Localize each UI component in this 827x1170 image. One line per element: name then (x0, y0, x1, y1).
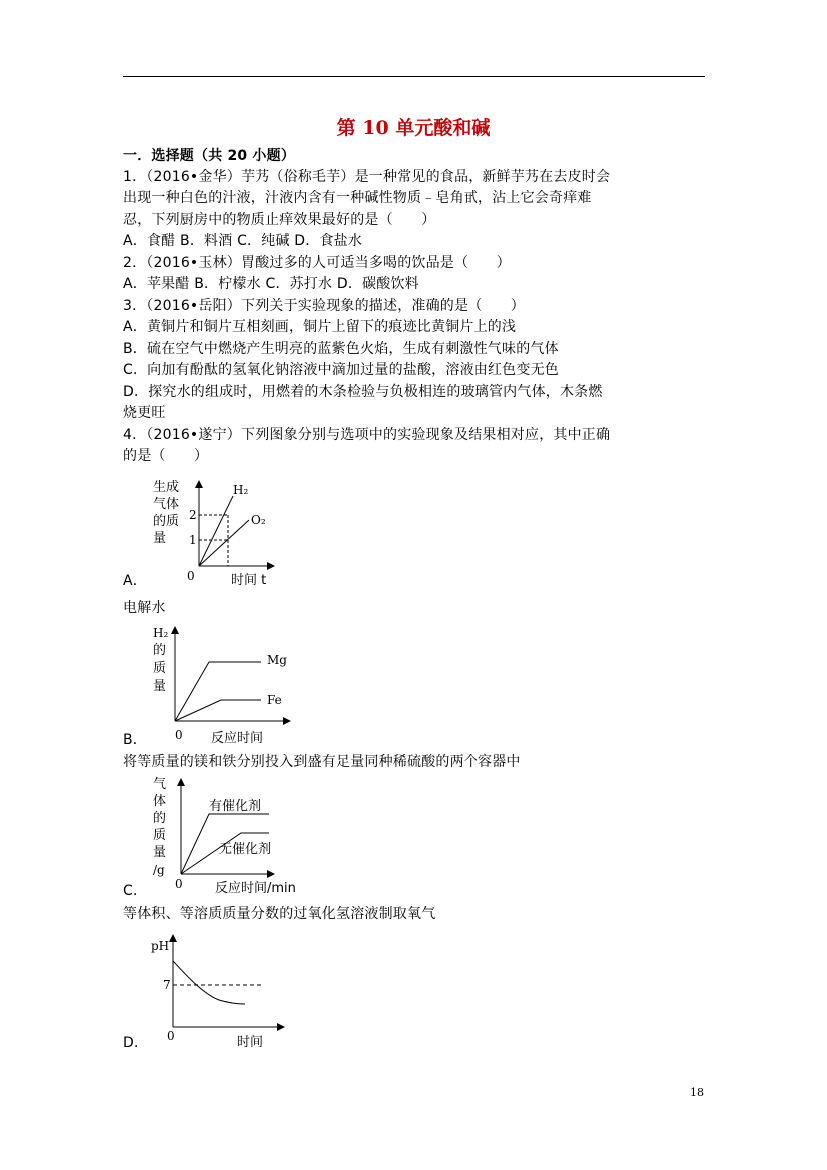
graph-d-xlabel: 时间 (237, 1035, 264, 1050)
text-line: A．苹果醋 B．柠檬水 C．苏打水 D．碳酸饮料 (123, 276, 419, 292)
graph-a-ytick: 2 (189, 508, 197, 522)
text-line: 忍，下列厨房中的物质止痒效果最好的是（ ） (123, 212, 436, 228)
graph-b-series-label: Fe (267, 693, 282, 707)
graph-b-ylabel: 量 (153, 679, 167, 694)
graph-b-xlabel: 反应时间 (211, 731, 264, 746)
graph-c-series-label: 有催化剂 (209, 799, 262, 814)
text-line: A．食醋 B．料酒 C．纯碱 D．食盐水 (123, 233, 363, 249)
page-number: 18 (690, 1086, 704, 1099)
graph-b-series-label: Mg (267, 653, 287, 667)
graph-a-ylabel: 生成 (153, 480, 180, 495)
graph-a (123, 476, 293, 591)
graph-a-ylabel: 气体 (153, 497, 180, 512)
graph-a-ylabel: 量 (153, 531, 167, 546)
text-line: 出现一种白色的汁液，汁液内含有一种碱性物质﹣皂角甙，沾上它会奇痒难 (123, 190, 592, 206)
graph-a-xlabel: 时间 t (231, 573, 267, 588)
text-line: 烧更旺 (123, 405, 166, 421)
option-b-caption: 将等质量的镁和铁分别投入到盛有足量同种稀硫酸的两个容器中 (123, 754, 521, 770)
header-rule (123, 76, 705, 77)
graph-a-ytick: 1 (189, 533, 197, 547)
graph-c-ylabel: 体 (153, 794, 167, 809)
text-line: D．探究水的组成时，用燃着的木条检验与负极相连的玻璃管内气体，木条燃 (123, 384, 603, 400)
text-line: C．向加有酚酞的氢氧化钠溶液中滴加过量的盐酸，溶液由红色变无色 (123, 362, 559, 378)
page-title: 第 10 单元酸和碱 (336, 117, 491, 139)
graph-c-xlabel: 反应时间/min (215, 881, 296, 896)
text-line: 1．（2016•金华）芋艿（俗称毛芋）是一种常见的食品，新鲜芋艿在去皮时会 (123, 169, 611, 185)
graph-d-ytick: 7 (163, 978, 171, 992)
graph-a-series-label: H₂ (233, 483, 249, 497)
text-line: 4．（2016•遂宁）下列图象分别与选项中的实验现象及结果相对应，其中正确 (123, 427, 611, 443)
option-b-letter: B． (123, 732, 148, 748)
graph-c-ylabel: 量 (153, 845, 167, 860)
graph-a-ylabel: 的质 (153, 514, 180, 529)
text-line: B．硫在空气中燃烧产生明亮的蓝紫色火焰，生成有刺激性气味的气体 (123, 341, 559, 357)
graph-d (123, 928, 303, 1053)
graph-c-series-label: 无催化剂 (219, 842, 272, 857)
graph-c-ylabel: 的 (153, 811, 167, 826)
graph-c-ylabel: /g (153, 863, 165, 877)
text-line: 的是（ ） (123, 448, 209, 464)
option-c-caption: 等体积、等溶质质量分数的过氧化氢溶液制取氧气 (123, 906, 436, 922)
graph-d-ylabel: pH (151, 939, 170, 953)
graph-a-series-label: O₂ (251, 513, 266, 527)
text-line: A．黄铜片和铜片互相刻画，铜片上留下的痕迹比黄铜片上的浅 (123, 319, 517, 335)
text-line: 2．（2016•玉林）胃酸过多的人可适当多喝的饮品是（ ） (123, 255, 511, 271)
option-d-letter: D． (123, 1035, 149, 1051)
graph-c (123, 774, 323, 896)
graph-c-ylabel: 气 (153, 777, 167, 792)
graph-d-origin: 0 (167, 1029, 175, 1043)
graph-b-ylabel: 质 (153, 661, 167, 676)
graph-c-ylabel: 质 (153, 828, 167, 843)
option-c-letter: C． (123, 883, 148, 899)
option-a-letter: A． (123, 573, 147, 589)
graph-a-origin: 0 (187, 569, 195, 583)
text-line: 3．（2016•岳阳）下列关于实验现象的描述，准确的是（ ） (123, 298, 525, 314)
section-heading: 一．选择题（共 20 小题） (123, 148, 296, 164)
graph-c-origin: 0 (175, 877, 183, 891)
graph-b (123, 622, 303, 747)
graph-b-ylabel: 的 (153, 643, 167, 658)
graph-b-ylabel: H₂ (153, 626, 169, 640)
option-a-caption: 电解水 (123, 600, 166, 616)
graph-b-origin: 0 (175, 728, 183, 742)
